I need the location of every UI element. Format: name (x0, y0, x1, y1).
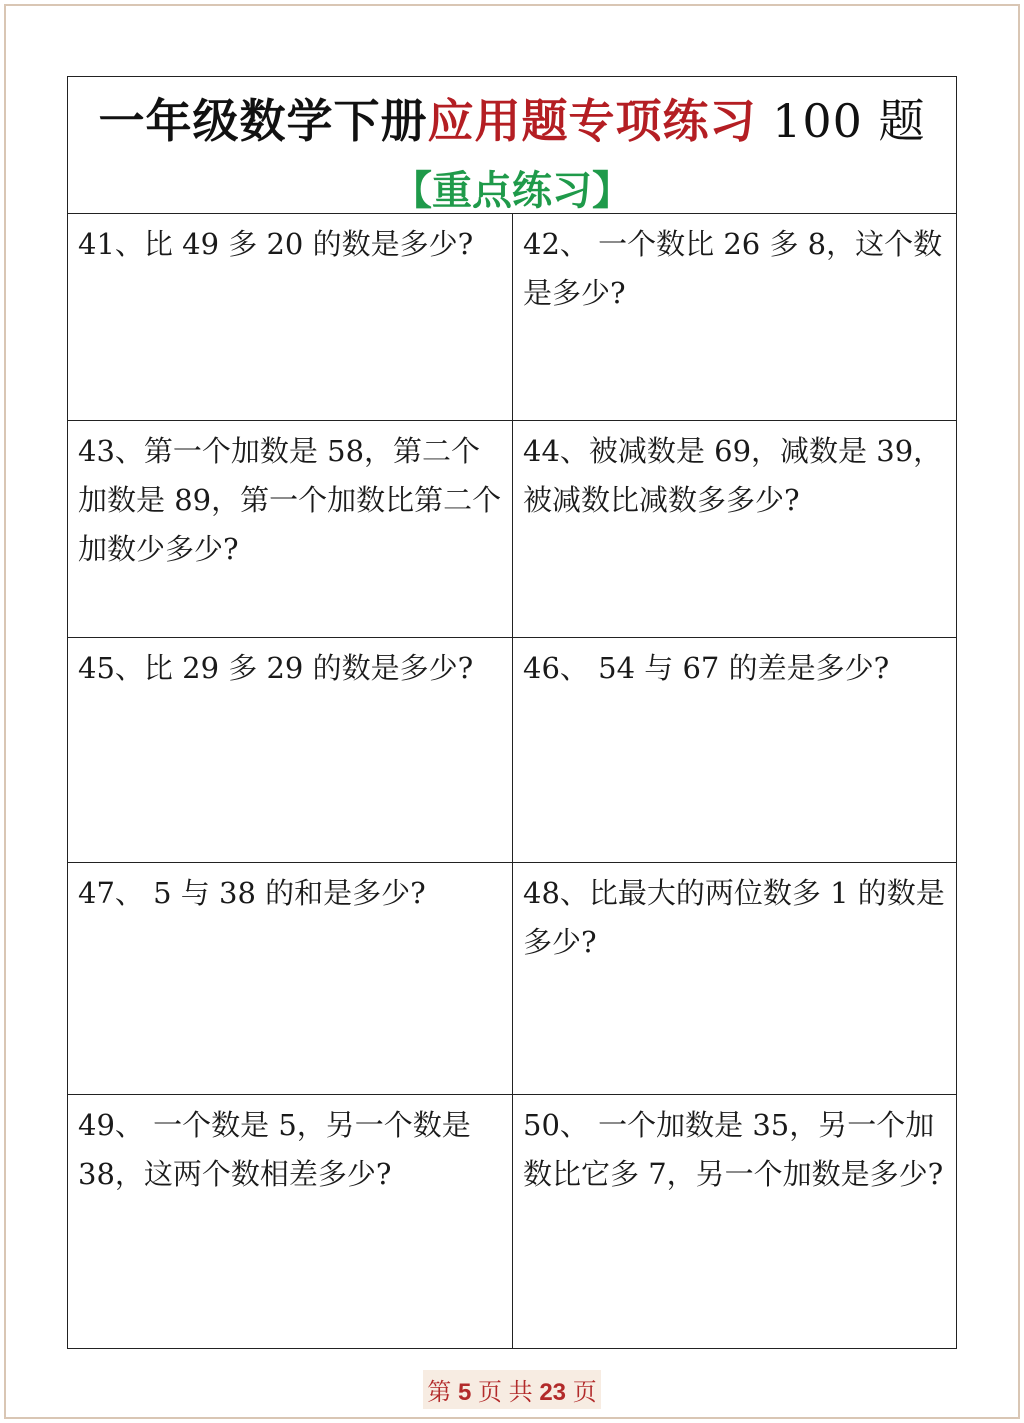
question-41: 41、比 49 多 20 的数是多少? (68, 214, 513, 420)
worksheet (67, 76, 957, 1349)
question-row (68, 863, 956, 1095)
page-number (423, 1370, 600, 1409)
title-part-grade: 一年级数学下册 (98, 94, 428, 148)
question-48: 48、比最大的两位数多 1 的数是多少? (523, 876, 945, 959)
question-49: 49、 一个数是 5，另一个数是 38，这两个数相差多少? (68, 1095, 513, 1348)
question-43: 43、第一个加数是 58，第二个加数是 89，第一个加数比第二个加数少多少? (68, 421, 513, 637)
total-pages: 23 (539, 1379, 567, 1406)
title-part-topic: 应用题专项练习 (427, 94, 757, 148)
question-row (68, 1095, 956, 1348)
question-row (68, 638, 956, 863)
question-44: 44、被减数是 69，减数是 39，被减数比减数多多少? (523, 434, 943, 517)
page-subtitle: 【重点练习】 (392, 167, 632, 214)
question-row (68, 214, 956, 421)
question-45: 45、比 29 多 29 的数是多少? (68, 638, 513, 862)
question-50: 50、 一个加数是 35，另一个加数比它多 7，另一个加数是多少? (523, 1108, 944, 1191)
page-footer (0, 1370, 1024, 1409)
title-part-count: 100 题 (756, 94, 926, 148)
footer-middle: 页 共 (471, 1379, 540, 1406)
worksheet-header (68, 77, 956, 214)
current-page: 5 (457, 1379, 472, 1406)
footer-prefix: 第 (427, 1379, 458, 1406)
question-46: 46、 54 与 67 的差是多少? (523, 651, 890, 685)
page-title (68, 85, 956, 151)
question-47: 47、 5 与 38 的和是多少? (68, 863, 513, 1094)
footer-suffix: 页 (566, 1379, 597, 1406)
question-42: 42、 一个数比 26 多 8，这个数是多少? (523, 227, 943, 310)
question-row (68, 421, 956, 638)
